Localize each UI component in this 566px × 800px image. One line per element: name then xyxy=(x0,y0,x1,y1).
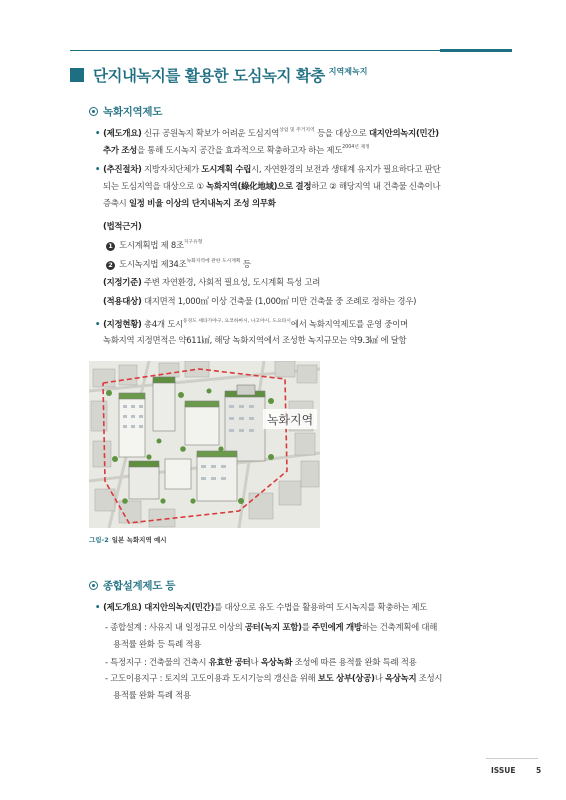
procedure-line-3: 증축시 일정 비율 이상의 단지내녹지 조성 의무화 xyxy=(103,198,276,208)
title-square-icon xyxy=(70,68,84,82)
bullet-icon: • xyxy=(95,164,101,174)
procedure-line-1: • (추진절차) 지방자치단체가 도시계획 수립시, 자연환경의 보전과 생태계 유지가 필요하다고 판단 xyxy=(95,164,441,174)
city-block-illustration xyxy=(89,361,320,528)
s2-item-3-cont: 용적률 완화 특례 적용 xyxy=(113,690,191,700)
status-line-2: 녹화지역 지정면적은 약611㎢, 해당 녹화지역에서 조성한 녹지규모는 약9.3㎢ 에 달함 xyxy=(103,335,407,345)
page-title-sup: 지역제녹지 xyxy=(328,66,368,76)
s2-item-1: - 종합설계 : 사유지 내 일정규모 이상의 공터(녹지 포함)를 주민에게 개방하는 건축계획에 대해 xyxy=(105,622,438,632)
bullet-icon: • xyxy=(95,319,101,329)
target-circle-icon xyxy=(89,581,98,590)
criteria-line: (지정기준) 주변 자연환경, 사회적 필요성, 도시계획 특성 고려 xyxy=(103,277,321,287)
page-title-text: 단지내녹지를 활용한 도심녹지 확충 xyxy=(93,67,325,85)
header-rule-accent xyxy=(440,49,512,52)
overview-line-2: 추가 조성을 통해 도시녹지 공간을 효과적으로 확충하고자 하는 제도$^{2004년 제정}$ xyxy=(103,145,370,155)
overview-line-1: • (제도개요) 신규 공원녹지 확보가 어려운 도심지역$^{상업 및 주거지역}$ 등을 대상으로 대지안의녹지(민간) xyxy=(95,128,439,138)
number-badge-icon: 2 xyxy=(106,261,115,270)
target-line: (적용대상) 대지면적 1,000㎡ 이상 건축물 (1,000㎡ 미만 건축물 중 조례로 정하는 경우) xyxy=(103,296,417,306)
footer-issue-label: ISSUE xyxy=(491,766,516,775)
legal-basis-label: (법적근거) xyxy=(103,221,142,231)
s2-item-2: - 특정지구 : 건축물의 건축시 유효한 공터나 옥상녹화 조성에 따른 용적률 완화 특례 적용 xyxy=(105,657,417,667)
page-title xyxy=(70,64,367,86)
s2-item-3: - 고도이용지구 : 토지의 고도이용과 도시기능의 갱신을 위해 보도 상부(상공)나 옥상녹지 조성시 xyxy=(105,673,443,683)
greening-zone-overlay-label: 녹화지역 xyxy=(266,413,314,427)
section-heading-comprehensive-design: 종합설계제도 등 xyxy=(89,578,175,593)
s2-item-1-cont: 용적률 완화 등 특례 적용 xyxy=(113,639,202,649)
section-heading-greening-zone: 녹화지역제도 xyxy=(89,104,162,119)
bullet-icon: • xyxy=(95,602,101,612)
legal-basis-item-2: 2 도시녹지법 제34조$^{녹화지역에 관한 도시계획}$ 등 xyxy=(106,256,251,270)
bullet-icon: • xyxy=(95,128,101,138)
figure-caption: 그림-2 일본 녹화지역 예시 xyxy=(89,536,167,544)
legal-basis-item-1: 1 도시계획법 제 8조$^{지구유형}$ xyxy=(106,237,202,251)
greening-zone-illustration xyxy=(89,361,320,528)
target-circle-icon xyxy=(89,107,98,116)
footer-rule xyxy=(486,758,538,759)
status-line-1: • (지정현황) 총4개 도시$^{동경도 세타가야구, 요코하마시, 나고야시, 도요타시}$에서 녹화지역제도를 운영 중이며 xyxy=(95,319,408,329)
s2-overview-line: • (제도개요) 대지안의녹지(민간)를 대상으로 유도 수법을 활용하여 도시녹지를 확충하는 제도 xyxy=(95,602,428,612)
procedure-line-2: 되는 도심지역을 대상으로 ① 녹화지역(綠化地域)으로 결정하고 ② 해당지역 내 건축물 신축이나 xyxy=(103,181,441,191)
page-number: 5 xyxy=(536,766,542,775)
number-badge-icon: 1 xyxy=(106,242,115,251)
